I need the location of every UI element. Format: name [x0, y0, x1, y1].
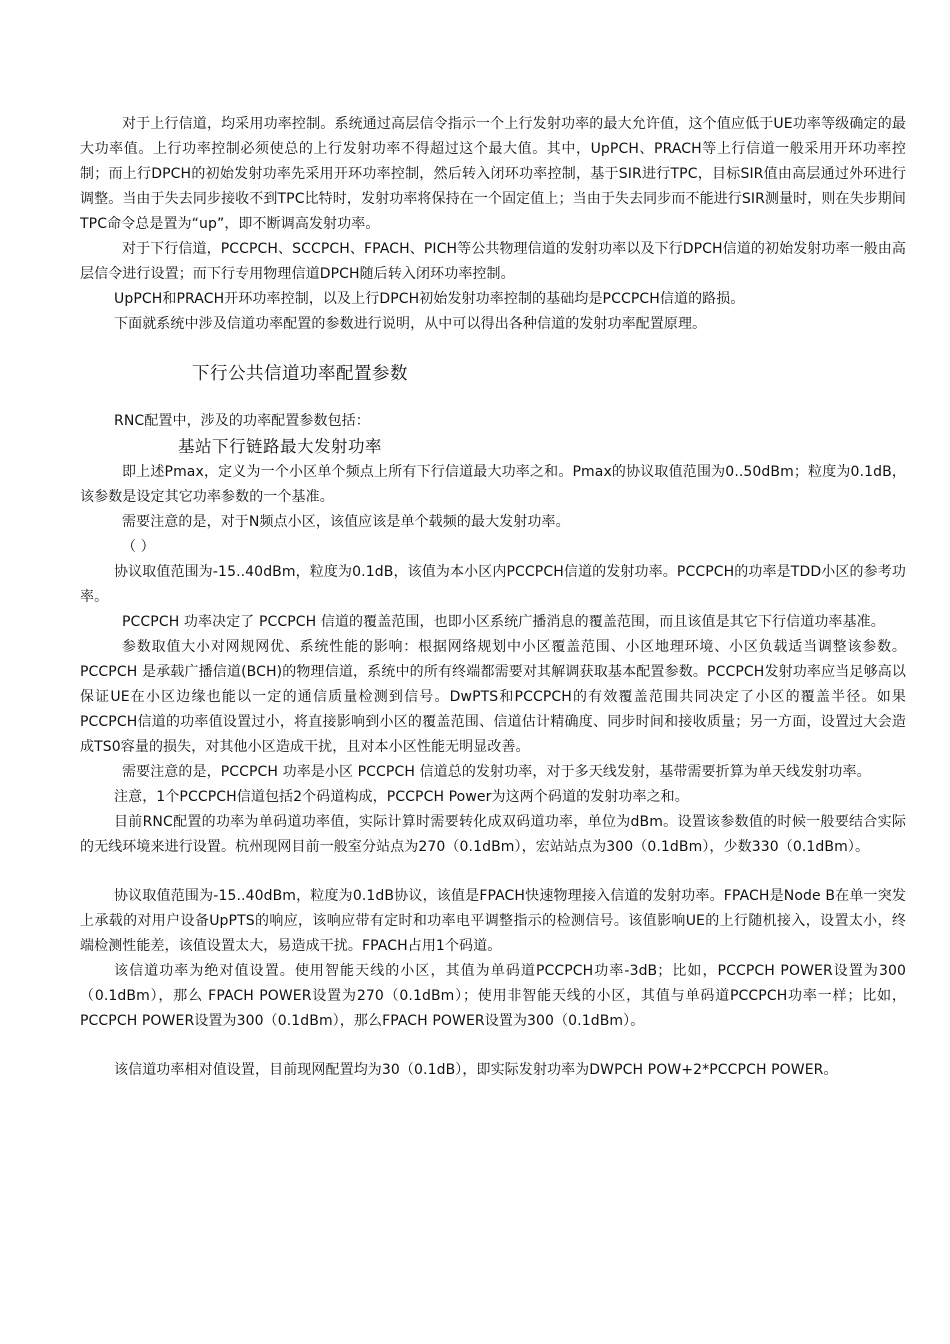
para-pccpch-two-codes: 注意，1个PCCPCH信道包括2个码道构成，PCCPCH Power为这两个码道的发射功率之和。 [114, 789, 689, 805]
para-intro-params: 下面就系统中涉及信道功率配置的参数进行说明，从中可以得出各种信道的发射功率配置原理。 [114, 316, 707, 332]
para-rnc-single-code: 目前RNC配置的功率为单码道功率值，实际计算时需要转化成双码道功率，单位为dBm。设置该参数值的时候一般要结合实际的无线环境来进行设置。杭州现网目前一般室分站点为270（0.1dBm），宏站站点为300（0.1dBm），少数330（0.1dBm）。 [80, 814, 906, 855]
para-open-loop-basis: UpPCH和PRACH开环功率控制，以及上行DPCH初始发射功率控制的基础均是PCCPCH信道的路损。 [114, 291, 745, 307]
para-pccpch-impact: 参数取值大小对网规网优、系统性能的影响：根据网络规划中小区覆盖范围、小区地理环境、小区负载适当调整该参数。PCCPCH 是承载广播信道(BCH)的物理信道，系统中的所有终端都需要对其解调获取基本配置参数。PCCPCH发射功率应当足够高以保证UE在小区边缘也能以一定的通信质量检测到信号。DwPTS和PCCPCH的有效覆盖范围共同决定了小区的覆盖半径。如果PCCPCH信道的功率值设置过小，将直接影响到小区的覆盖范围、信道估计精确度、同步时间和接收质量；另一方面，设置过大会造成TS0容量的损失，对其他小区造成干扰，且对本小区性能无明显改善。 [80, 639, 906, 755]
spacer [80, 860, 906, 884]
para-pccpch-coverage: PCCPCH 功率决定了 PCCPCH 信道的覆盖范围，也即小区系统广播消息的覆盖范围，而且该值是其它下行信道功率基准。 [122, 614, 885, 630]
subsection-heading-max-power: 基站下行链路最大发射功率 [178, 437, 382, 456]
para-fpach-absolute: 该信道功率为绝对值设置。使用智能天线的小区，其值为单码道PCCPCH功率-3dB；比如，PCCPCH POWER设置为300（0.1dBm），那么 FPACH POWER设置为270（0.1dBm）；使用非智能天线的小区，其值与单码道PCCPCH功率一样；比如，PCCPCH POWER设置为300（0.1dBm），那么FPACH POWER设置为300（0.1dBm）。 [80, 963, 906, 1029]
para-uplink-power-control: 对于上行信道，均采用功率控制。系统通过高层信令指示一个上行发射功率的最大允许值，这个值应低于UE功率等级确定的最大功率值。上行功率控制必须使总的上行发射功率不得超过这个最大值。其中，UpPCH、PRACH等上行信道一般采用开环功率控制；而上行DPCH的初始发射功率先采用开环功率控制，然后转入闭环功率控制，基于SIR进行TPC，目标SIR值由高层通过外环进行调整。当由于失去同步接收不到TPC比特时，发射功率将保持在一个固定值上；当由于失去同步而不能进行SIR测量时，则在失步期间TPC命令总是置为“up”，即不断调高发射功率。 [80, 116, 906, 232]
para-pccpch-multi-antenna: 需要注意的是，PCCPCH 功率是小区 PCCPCH 信道总的发射功率，对于多天线发射，基带需要折算为单天线发射功率。 [122, 764, 871, 780]
section-heading-downlink-common: 下行公共信道功率配置参数 [192, 364, 408, 384]
para-fpach-range: 协议取值范围为-15..40dBm，粒度为0.1dB协议，该值是FPACH快速物理接入信道的发射功率。FPACH是Node B在单一突发上承载的对用户设备UpPTS的响应，该响应带有定时和功率电平调整指示的检测信号。该值影响UE的上行随机接入，设置太小，终端检测性能差，该值设置太大，易造成干扰。FPACH占用1个码道。 [80, 888, 906, 954]
para-dwpch-relative: 该信道功率相对值设置，目前现网配置均为30（0.1dB），即实际发射功率为DWPCH POW+2*PCCPCH POWER。 [114, 1062, 838, 1078]
para-pmax-definition: 即上述Pmax，定义为一个小区单个频点上所有下行信道最大功率之和。Pmax的协议取值范围为0..50dBm；粒度为0.1dB，该参数是设定其它功率参数的一个基准。 [80, 464, 906, 505]
spacer [80, 1034, 906, 1058]
para-pccpch-range: 协议取值范围为-15..40dBm，粒度为0.1dB，该值为本小区内PCCPCH信道的发射功率。PCCPCH的功率是TDD小区的参考功率。 [80, 564, 906, 605]
para-rnc-params: RNC配置中，涉及的功率配置参数包括： [114, 413, 370, 429]
para-n-freq-note: 需要注意的是，对于N频点小区，该值应该是单个载频的最大发射功率。 [122, 514, 570, 530]
para-downlink-power-control: 对于下行信道，PCCPCH、SCCPCH、FPACH、PICH等公共物理信道的发射功率以及下行DPCH信道的初始发射功率一般由高层信令进行设置；而下行专用物理信道DPCH随后转入闭环功率控制。 [80, 241, 906, 282]
para-empty-paren: （ ） [122, 539, 155, 555]
document-page [80, 112, 906, 1083]
